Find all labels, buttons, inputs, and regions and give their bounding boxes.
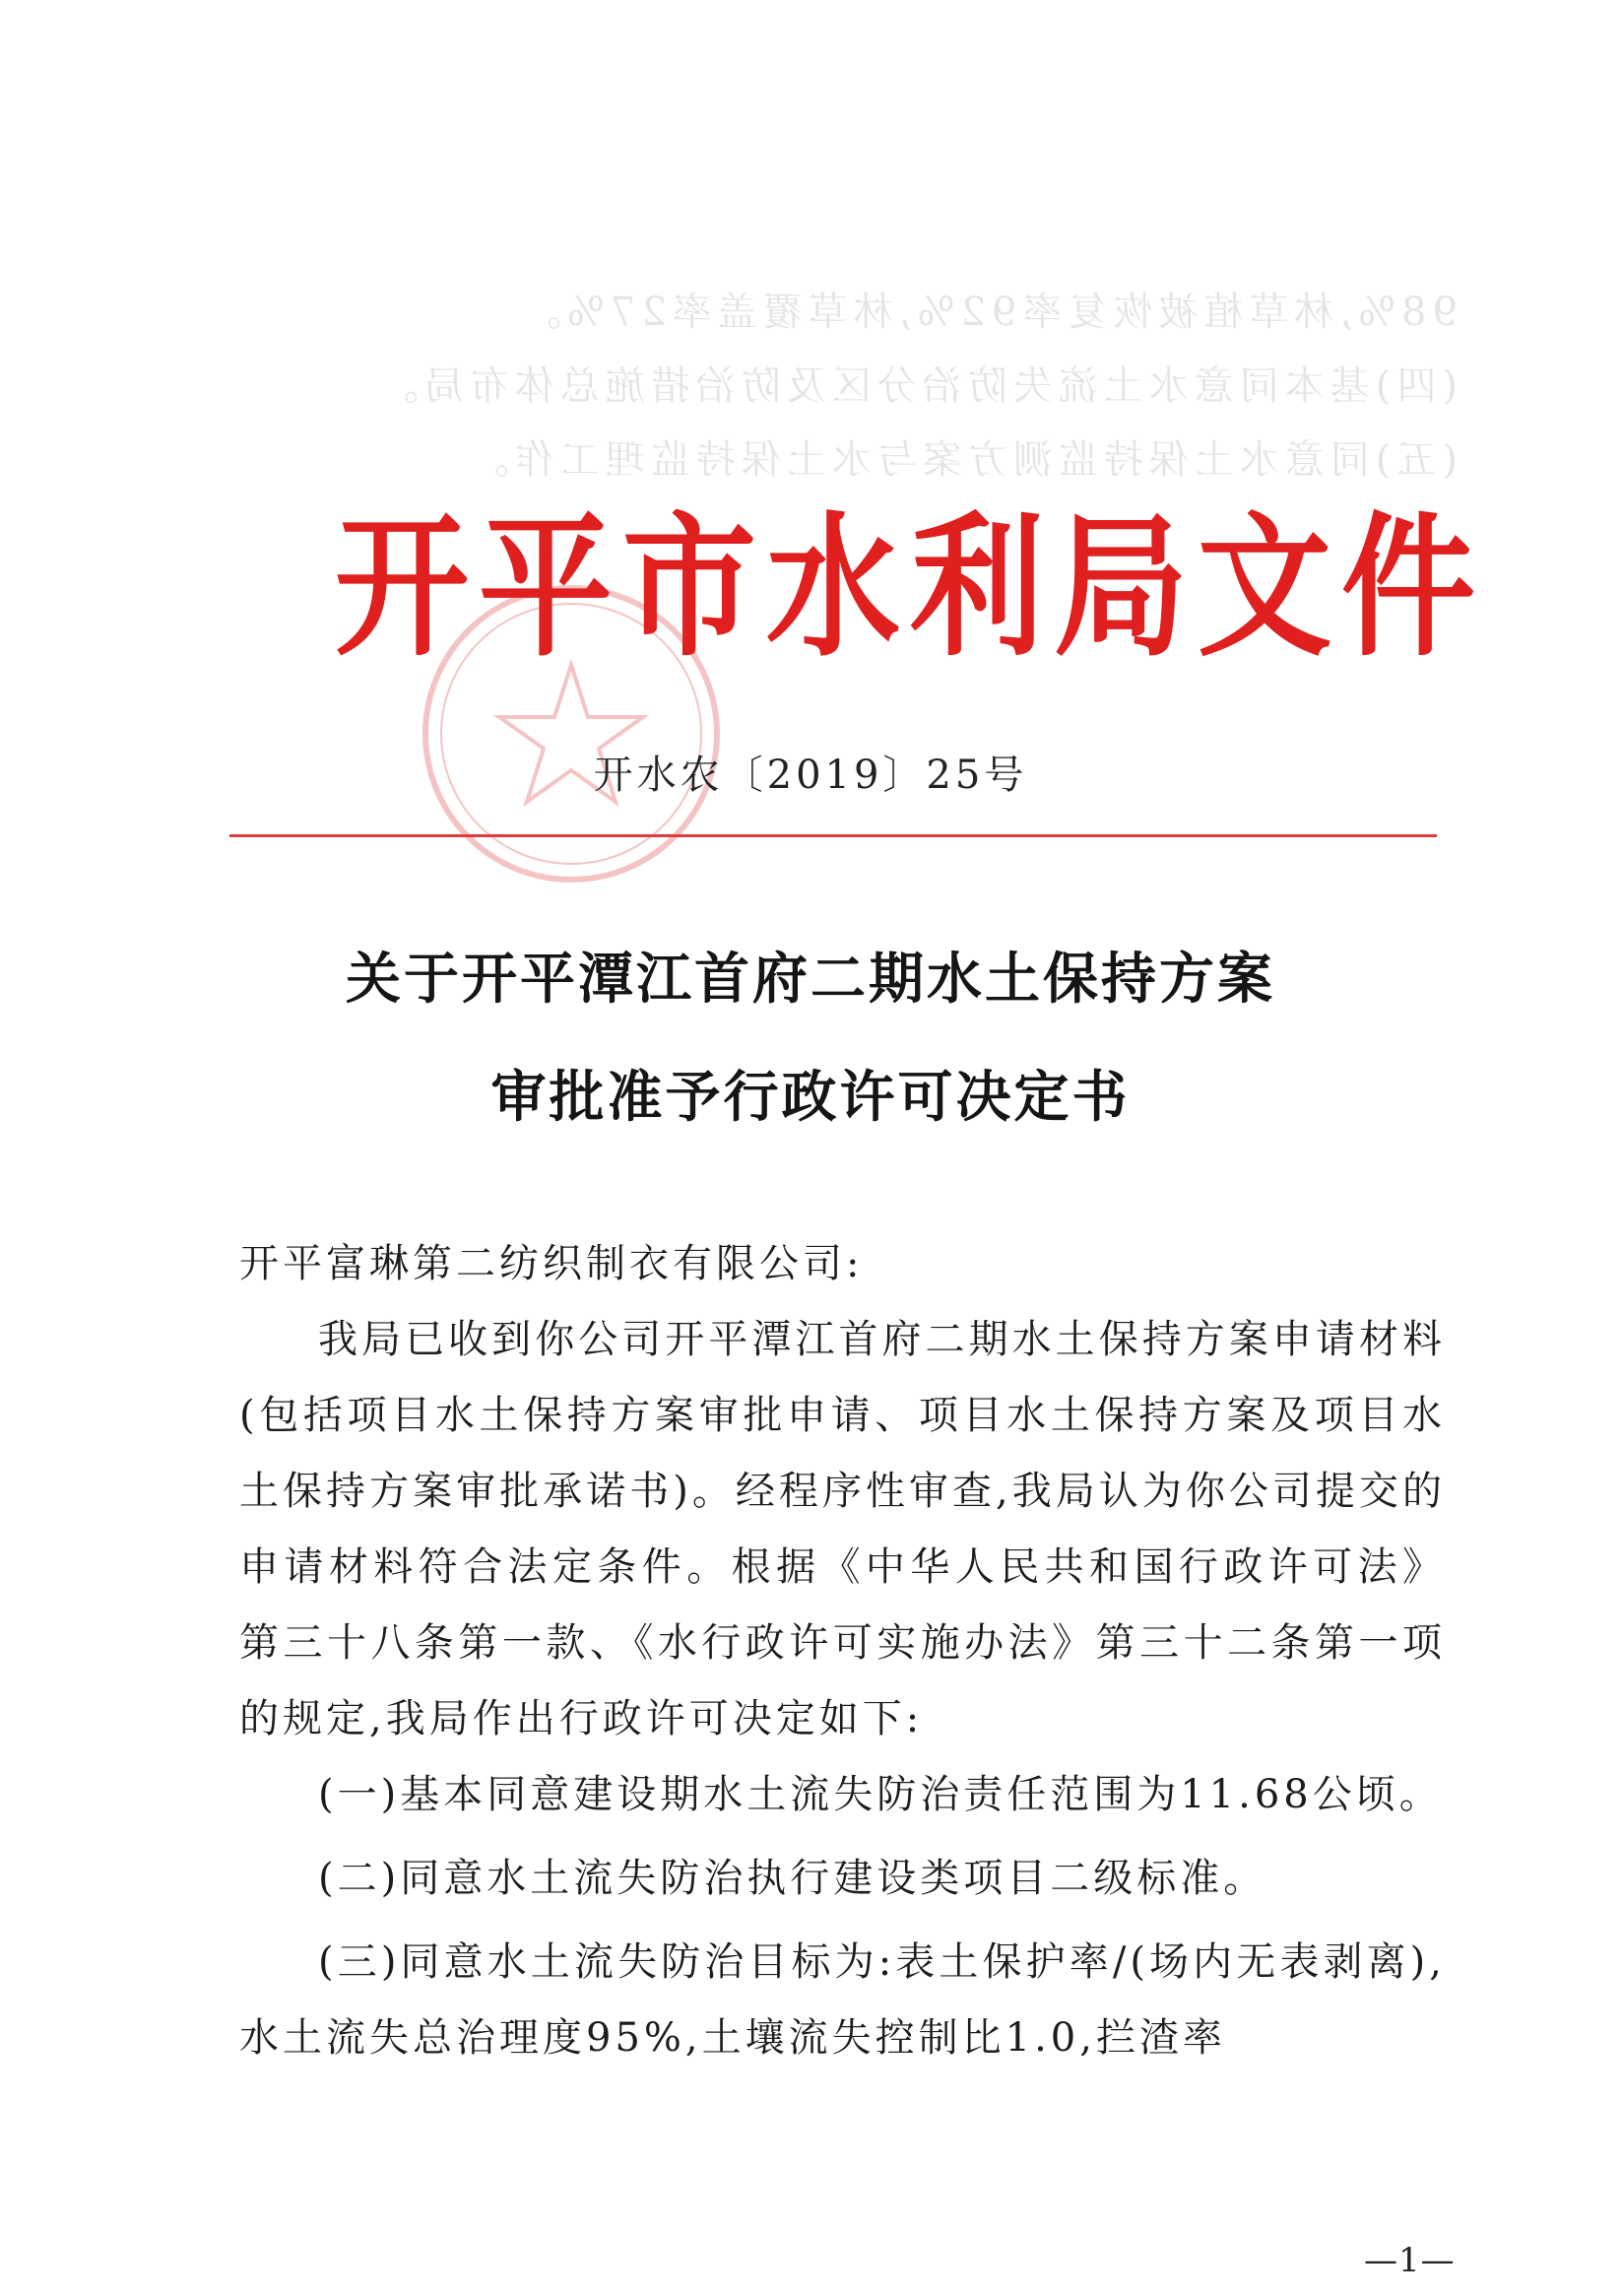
red-divider bbox=[229, 834, 1437, 837]
masthead-title: 开平市水利局文件 bbox=[335, 498, 1485, 679]
decision-item-2: (二)同意水土流失防治执行建设类项目二级标准。 bbox=[318, 1856, 1267, 1901]
document-body bbox=[239, 1226, 1446, 2076]
page-number: —1— bbox=[1364, 2241, 1456, 2280]
document-number: 开水农〔2019〕25号 bbox=[593, 753, 1028, 798]
main-paragraph: 我局已收到你公司开平潭江首府二期水土保持方案申请材料(包括项目水土保持方案审批申请、项目水土保持方案及项目水土保持方案审批承诺书)。经程序性审查,我局认为你公司提交的申请材料符合法定条件。根据《中华人民共和国行政许可法》第三十八条第一款、《水行政许可实施办法》第三十二条第一项的规定,我局作出行政许可决定如下: bbox=[239, 1317, 1446, 1741]
salutation: 开平富琳第二纺织制衣有限公司: bbox=[239, 1241, 864, 1286]
document-title-line-2: 审批准予行政许可决定书 bbox=[490, 1066, 1131, 1130]
show-through-text: (五)同意水土保持监测方案与水土保持监理工作。 bbox=[463, 437, 1458, 483]
decision-item-1: (一)基本同意建设期水土流失防治责任范围为11.68公顷。 bbox=[318, 1772, 1443, 1817]
show-through-text: 98%,林草植被恢复率92%,林草覆盖率27%。 bbox=[515, 290, 1458, 335]
show-through-text: (四)基本同意水土流失防治分区及防治措施总体布局。 bbox=[372, 363, 1458, 409]
document-title-line-1: 关于开平潭江首府二期水土保持方案 bbox=[346, 948, 1275, 1012]
decision-item-3: (三)同意水土流失防治目标为:表土保护率/(场内无表剥离),水土流失总治理度95%,土壤流失控制比1.0,拦渣率 bbox=[239, 1939, 1446, 2061]
